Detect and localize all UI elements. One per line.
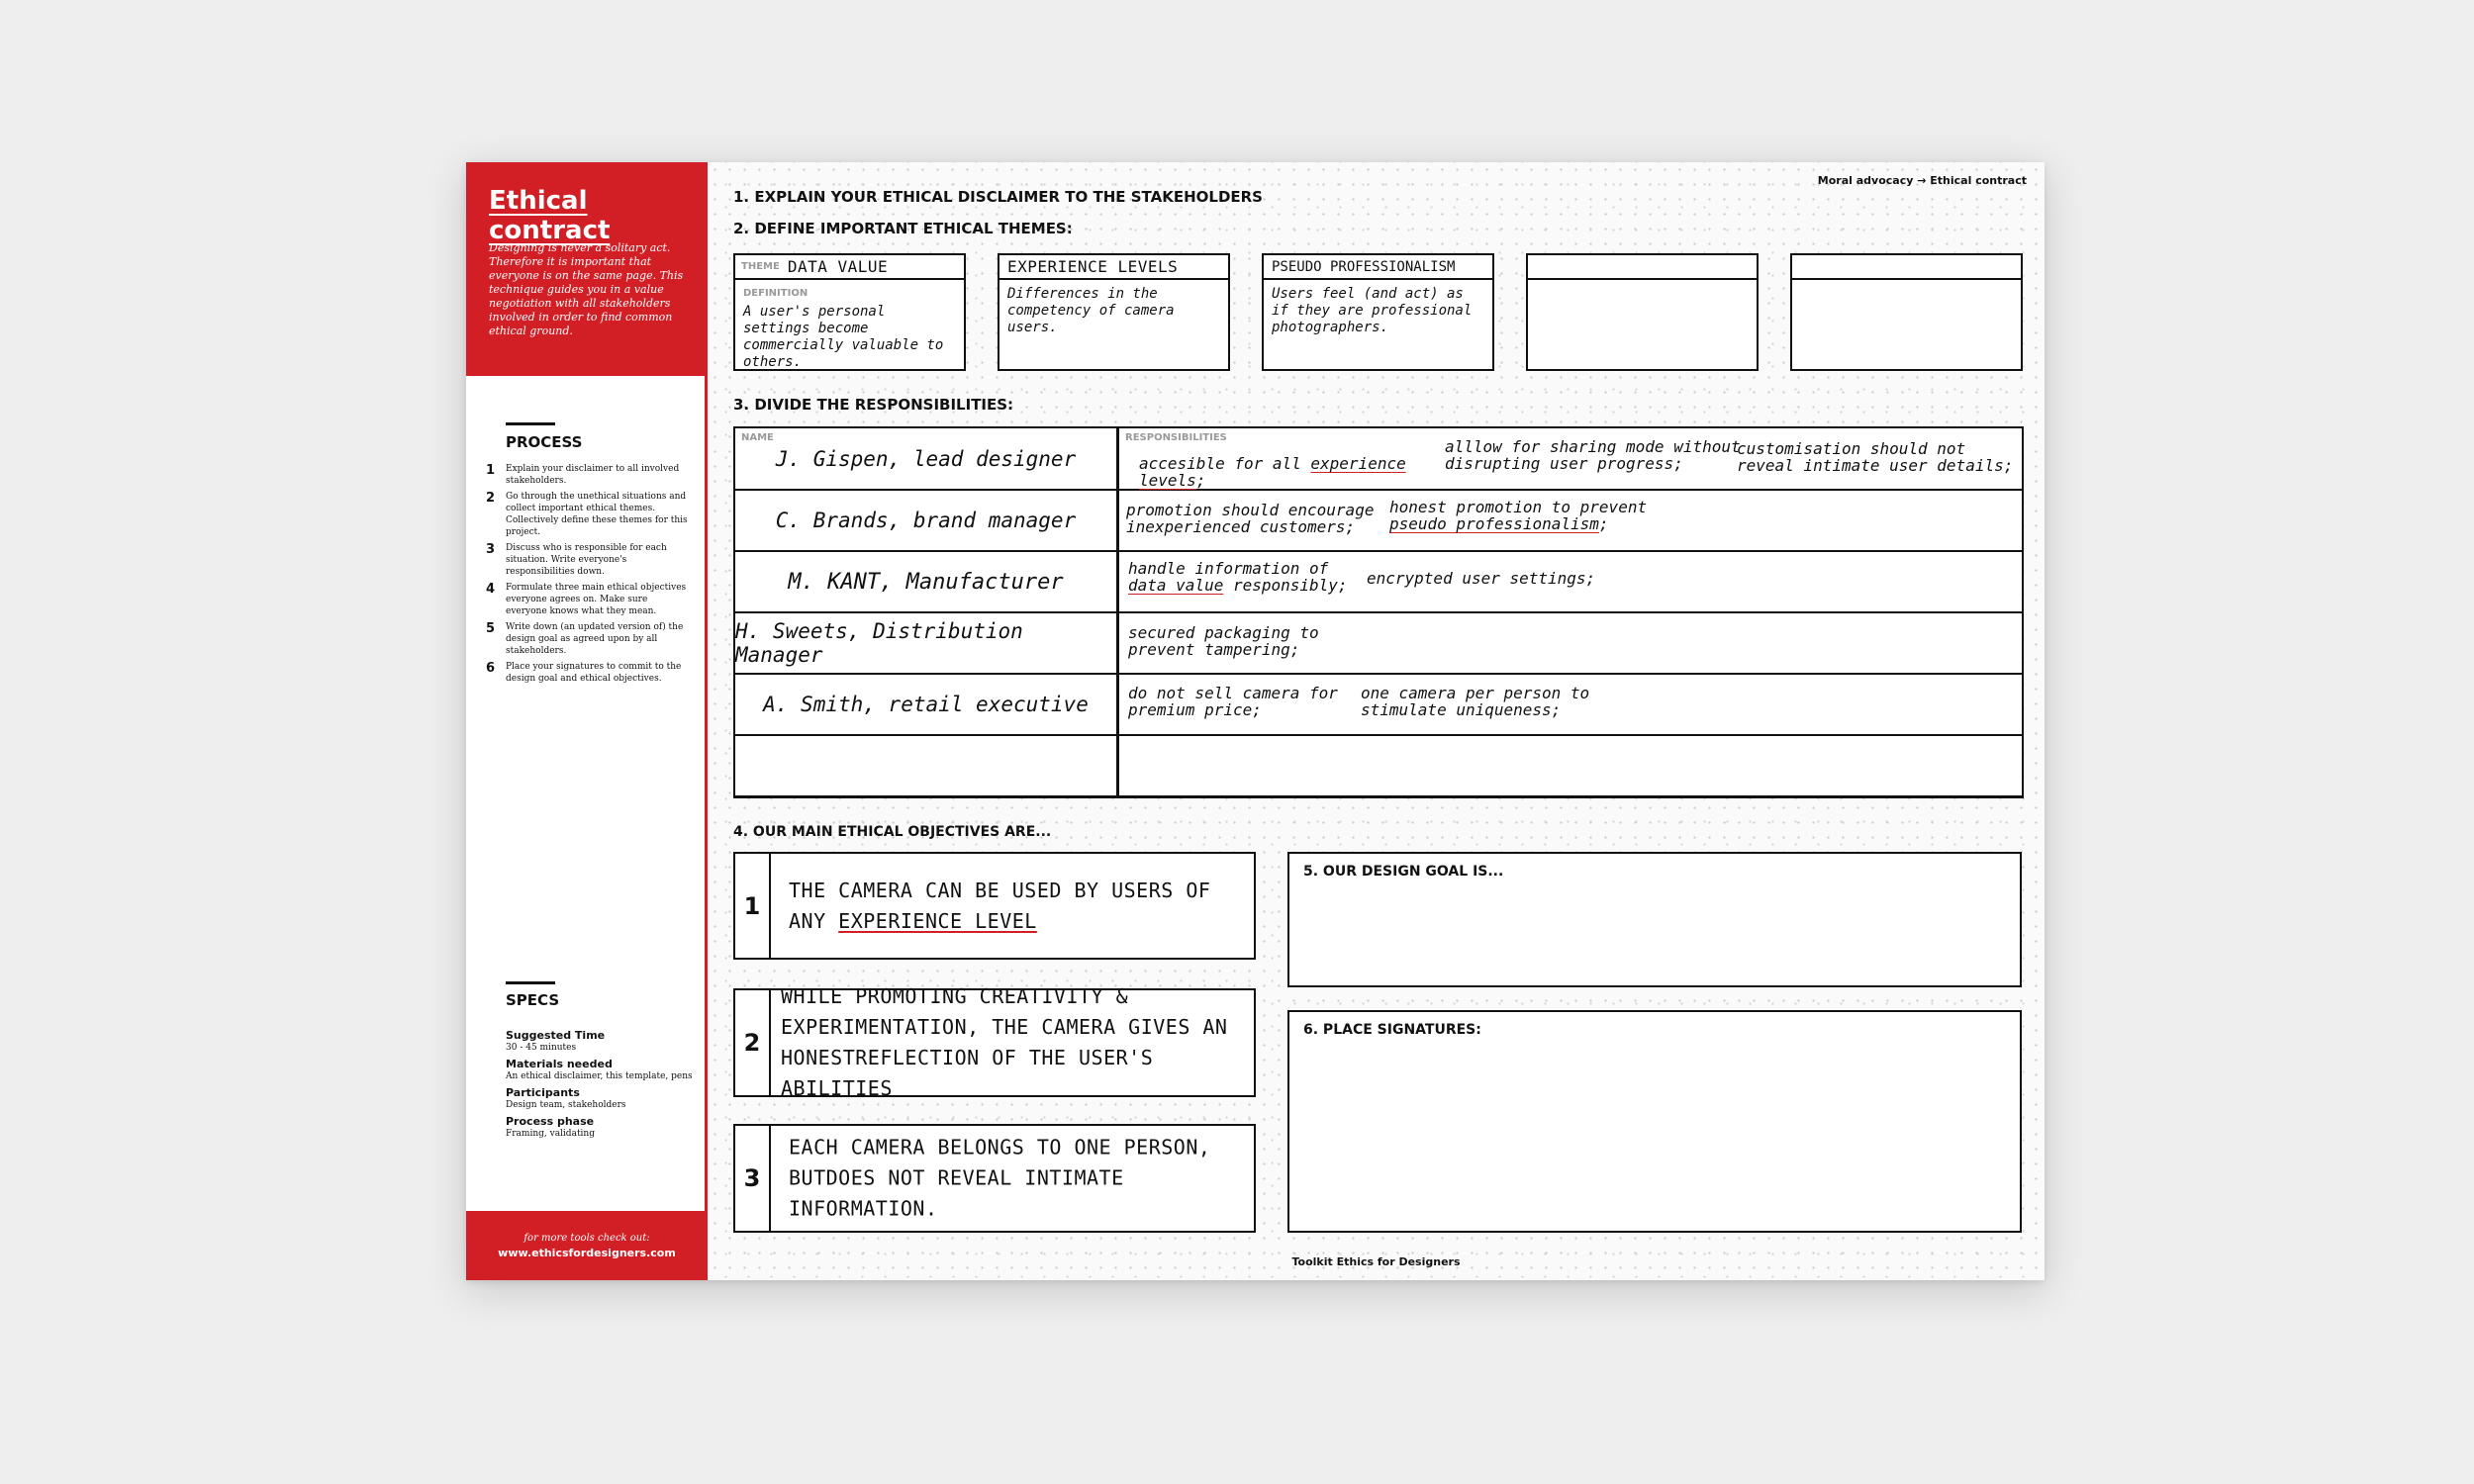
responsibility-text: promotion should encourage inexperienced customers; — [1126, 501, 1375, 536]
design-goal-box[interactable] — [1287, 852, 2022, 987]
responsibility-text: secured packaging to prevent tampering; — [1128, 623, 1319, 659]
stakeholder-name: C. Brands, brand manager — [775, 509, 1077, 532]
section-4-heading: 4. OUR MAIN ETHICAL OBJECTIVES ARE... — [733, 824, 1052, 840]
responsibility-text — [1389, 499, 1686, 532]
step-text: Formulate three main ethical objectives everyone agrees on. Make sure everyone knows what they mean. — [506, 583, 687, 616]
process-rule — [506, 422, 555, 425]
sidebar-footer — [466, 1211, 708, 1280]
spec-label: Process phase — [506, 1115, 595, 1128]
theme-value: EXPERIENCE LEVELS — [1007, 257, 1179, 276]
spec-value: 30 - 45 minutes — [506, 1043, 577, 1053]
toolkit-footer: Toolkit Ethics for Designers — [1291, 1255, 1461, 1268]
theme-card-empty[interactable] — [1790, 253, 2023, 371]
step-number: 6 — [486, 661, 496, 676]
objective-number: 3 — [735, 1126, 771, 1231]
theme-card[interactable] — [733, 253, 966, 371]
responsibility-text: ; — [1598, 514, 1609, 533]
objective-text: WHILE PROMOTING CREATIVITY & EXPERIMENTATION, THE CAMERA GIVES AN HONESTREFLECTION OF THE USER'S ABILITIES — [781, 984, 1228, 1100]
spec-value: Design team, stakeholders — [506, 1100, 626, 1110]
step-number: 5 — [486, 621, 496, 636]
objective-text: EACH CAMERA BELONGS TO ONE PERSON, BUTDOES NOT REVEAL INTIMATE INFORMATION. — [789, 1135, 1211, 1221]
step-text: Explain your disclaimer to all involved stakeholders. — [506, 464, 680, 486]
step-number: 2 — [486, 491, 496, 506]
theme-card-empty[interactable] — [1526, 253, 1759, 371]
stakeholder-name: H. Sweets, Distribution Manager — [735, 619, 1023, 667]
stakeholder-name: J. Gispen, lead designer — [775, 446, 1077, 471]
section-1-heading: 1. EXPLAIN YOUR ETHICAL DISCLAIMER TO THE STAKEHOLDERS — [733, 188, 1263, 206]
definition-value: A user's personal settings become commercially valuable to others. — [743, 304, 944, 370]
spec-value: Framing, validating — [506, 1129, 595, 1139]
responsibility-text: alllow for sharing mode without disrupting user progress; — [1445, 437, 1741, 473]
theme-header — [1264, 255, 1492, 280]
main-content — [708, 162, 2045, 1280]
theme-card[interactable] — [1262, 253, 1494, 371]
more-tools-text: for more tools check out: — [523, 1233, 650, 1244]
definition-area — [1007, 283, 1222, 336]
ethical-contract-sheet — [466, 162, 2045, 1280]
table-row[interactable] — [735, 552, 2022, 613]
signatures-box[interactable] — [1287, 1010, 2022, 1233]
responsibility-text: one camera per person to stimulate uniqueness; — [1361, 684, 1590, 719]
objective-text — [789, 876, 1244, 937]
step-text: Write down (an updated version of) the design goal as agreed upon by all stakeholders. — [506, 622, 684, 656]
theme-header — [1792, 255, 2021, 280]
responsibility-text: honest promotion to prevent — [1389, 498, 1648, 516]
specs-list — [506, 1025, 694, 1140]
responsibility-text: customisation should not reveal intimate user details; — [1737, 439, 2014, 475]
intro-text: Designing is never a solitary act. Therefore it is important that everyone is on the same page. This technique guides you in a value negotiation with all stakeholders involved in order to find common ethical ground. — [489, 241, 684, 337]
theme-header — [735, 255, 964, 280]
theme-reference: pseudo professionalism — [1389, 514, 1599, 533]
process-step — [486, 661, 689, 685]
definition-area — [1272, 283, 1486, 336]
stakeholder-name: M. KANT, Manufacturer — [788, 569, 1064, 595]
theme-reference: data value — [1128, 576, 1224, 595]
theme-value: DATA VALUE — [787, 257, 889, 276]
process-step — [486, 621, 689, 657]
objective-box[interactable] — [733, 1124, 1256, 1233]
website-link[interactable]: www.ethicsfordesigners.com — [498, 1247, 676, 1259]
process-step — [486, 463, 689, 487]
process-list — [486, 463, 689, 689]
theme-reference: experience levels — [1139, 454, 1406, 490]
objective-text: THE CAMERA CAN BE USED BY USERS OF ANY — [789, 878, 1211, 933]
responsibilities-label: RESPONSIBILITIES — [1125, 432, 1227, 443]
theme-card[interactable] — [998, 253, 1230, 371]
step-text: Go through the unethical situations and collect important ethical themes. Collectively define these themes for this project. — [506, 492, 688, 537]
stakeholder-name: A. Smith, retail executive — [763, 693, 1089, 716]
responsibility-text: ; — [1195, 471, 1206, 490]
responsibility-text — [1128, 560, 1366, 594]
theme-header — [999, 255, 1228, 280]
objective-number: 1 — [735, 854, 771, 958]
breadcrumb: Moral advocacy → Ethical contract — [1817, 174, 2027, 187]
process-step — [486, 582, 689, 617]
step-text: Discuss who is responsible for each situation. Write everyone's responsibilities down. — [506, 543, 667, 577]
column-divider — [1116, 428, 1119, 796]
theme-reference: EXPERIENCE LEVEL — [838, 908, 1037, 933]
responsibility-text: do not sell camera for premium price; — [1128, 684, 1338, 719]
sidebar-header — [466, 162, 708, 376]
process-step — [486, 542, 689, 578]
process-heading: PROCESS — [506, 433, 583, 451]
section-5-heading: 5. OUR DESIGN GOAL IS... — [1303, 864, 1504, 880]
sheet-title: Ethical contract — [489, 186, 611, 245]
section-6-heading: 6. PLACE SIGNATURES: — [1303, 1022, 1481, 1038]
step-text: Place your signatures to commit to the design goal and ethical objectives. — [506, 662, 682, 684]
definition-label: DEFINITION — [743, 288, 809, 299]
responsibility-text: encrypted user settings; — [1367, 569, 1596, 588]
definition-area — [743, 283, 958, 371]
objective-box[interactable] — [733, 984, 1256, 1100]
section-2-heading: 2. DEFINE IMPORTANT ETHICAL THEMES: — [733, 220, 1073, 237]
table-row[interactable] — [735, 613, 2022, 675]
name-label: NAME — [741, 432, 774, 443]
specs-heading: SPECS — [506, 991, 560, 1009]
spec-label: Suggested Time — [506, 1029, 606, 1042]
theme-header — [1528, 255, 1757, 280]
spec-label: Participants — [506, 1086, 580, 1099]
objective-number: 2 — [735, 990, 771, 1095]
spec-value: An ethical disclaimer, this template, pens — [506, 1071, 693, 1081]
specs-rule — [506, 981, 555, 984]
theme-label: THEME — [741, 261, 780, 272]
responsibility-text: responsibly; — [1223, 576, 1348, 595]
definition-value: Users feel (and act) as if they are professional photographers. — [1272, 286, 1473, 335]
responsibility-text: accesible for all — [1139, 454, 1311, 473]
step-number: 1 — [486, 463, 496, 478]
table-row[interactable] — [735, 491, 2022, 552]
process-step — [486, 491, 689, 538]
table-row-empty[interactable] — [735, 736, 2022, 797]
table-row[interactable] — [735, 428, 2022, 491]
step-number: 3 — [486, 542, 496, 557]
definition-value: Differences in the competency of camera users. — [1007, 286, 1175, 335]
theme-value: PSEUDO PROFESSIONALISM — [1272, 258, 1456, 275]
responsibility-text — [1139, 455, 1446, 489]
objective-box[interactable] — [733, 852, 1256, 960]
responsibilities-table — [733, 426, 2024, 798]
table-row[interactable] — [735, 675, 2022, 736]
sidebar — [466, 162, 708, 1280]
section-3-heading: 3. DIVIDE THE RESPONSIBILITIES: — [733, 396, 1014, 414]
responsibility-text: handle information of — [1128, 559, 1329, 578]
spec-label: Materials needed — [506, 1058, 613, 1070]
step-number: 4 — [486, 582, 496, 597]
